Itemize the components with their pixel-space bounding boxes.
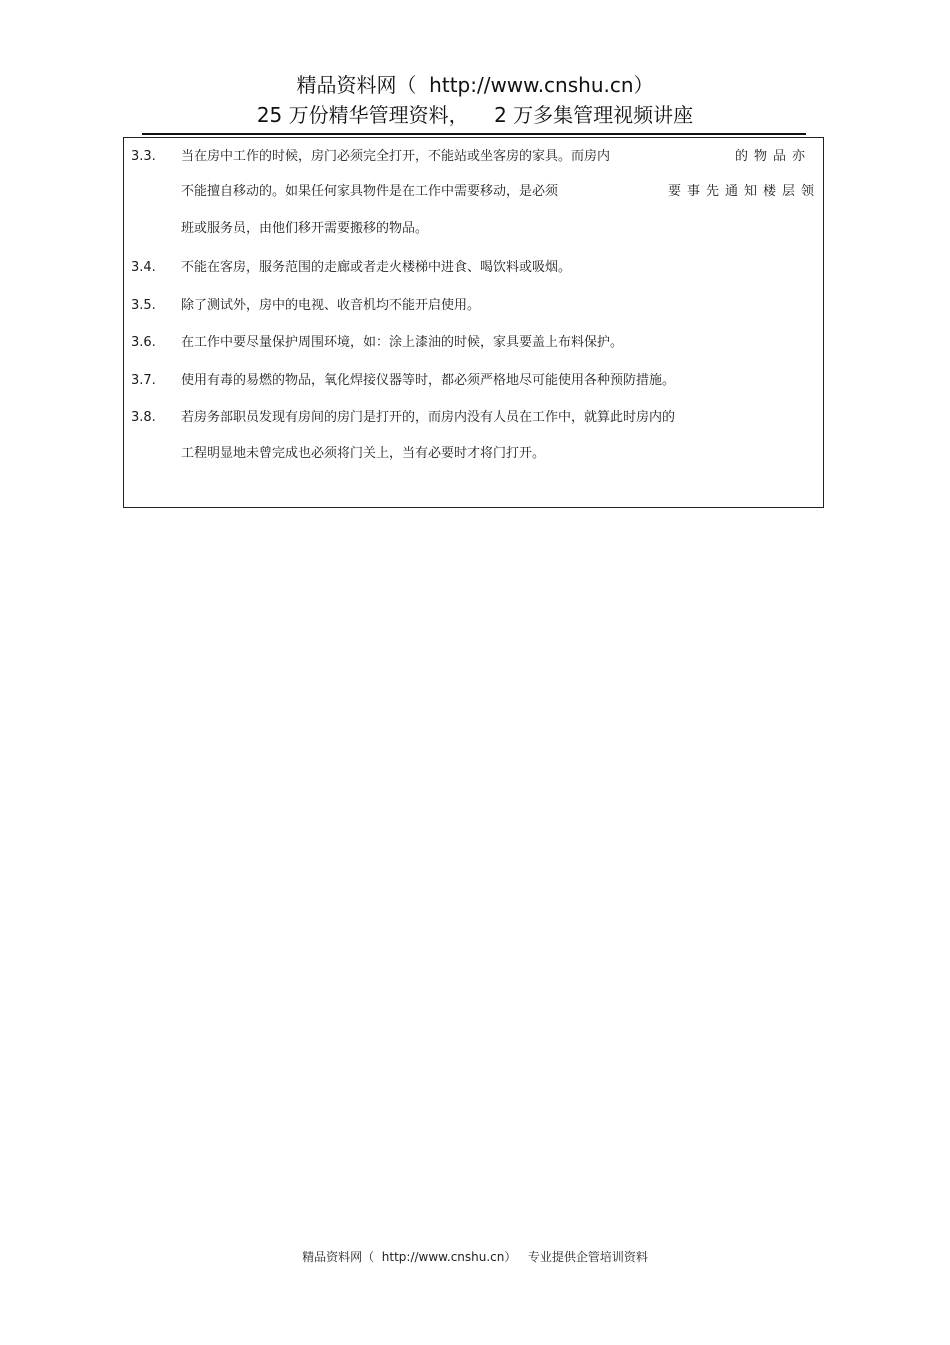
item-text-line: 工程明显地未曾完成也必须将门关上，当有必要时才将门打开。 (181, 446, 546, 461)
item-text-line: 班或服务员，由他们移开需要搬移的物品。 (181, 221, 429, 236)
item-number: 3.3. (131, 149, 156, 164)
item-number: 3.4. (131, 260, 156, 275)
item-text-line: 除了测试外，房中的电视、收音机均不能开启使用。 (181, 298, 481, 313)
item-number: 3.8. (131, 410, 156, 425)
item-text-line: 不能在客房，服务范围的走廊或者走火楼梯中进食、喝饮料或吸烟。 (181, 260, 572, 275)
item-text-line-tail: 的物品亦 (735, 149, 812, 164)
header-divider (142, 133, 806, 135)
content-box (123, 137, 824, 508)
header-title: 精品资料网（ http://www.cnshu.cn） (296, 73, 654, 97)
item-text-line: 在工作中要尽量保护周围环境，如：涂上漆油的时候，家具要盖上布料保护。 (181, 335, 624, 350)
item-text-line-tail: 要事先通知楼层领 (668, 184, 821, 199)
item-text-line: 不能擅自移动的。如果任何家具物件是在工作中需要移动，是必须 (181, 184, 559, 199)
item-number: 3.6. (131, 335, 156, 350)
item-text-line: 当在房中工作的时候，房门必须完全打开，不能站或坐客房的家具。而房内 (181, 149, 611, 164)
item-number: 3.7. (131, 373, 156, 388)
page-header (0, 70, 950, 130)
item-text-line: 使用有毒的易燃的物品，氧化焊接仪器等时，都必须严格地尽可能使用各种预防措施。 (181, 373, 676, 388)
item-text-line: 若房务部职员发现有房间的房门是打开的，而房内没有人员在工作中，就算此时房内的 (181, 410, 676, 425)
page-footer: 精品资料网（ http://www.cnshu.cn） 专业提供企管培训资料 (302, 1250, 648, 1264)
item-number: 3.5. (131, 298, 156, 313)
header-subtitle: 25 万份精华管理资料， 2 万多集管理视频讲座 (256, 103, 694, 127)
